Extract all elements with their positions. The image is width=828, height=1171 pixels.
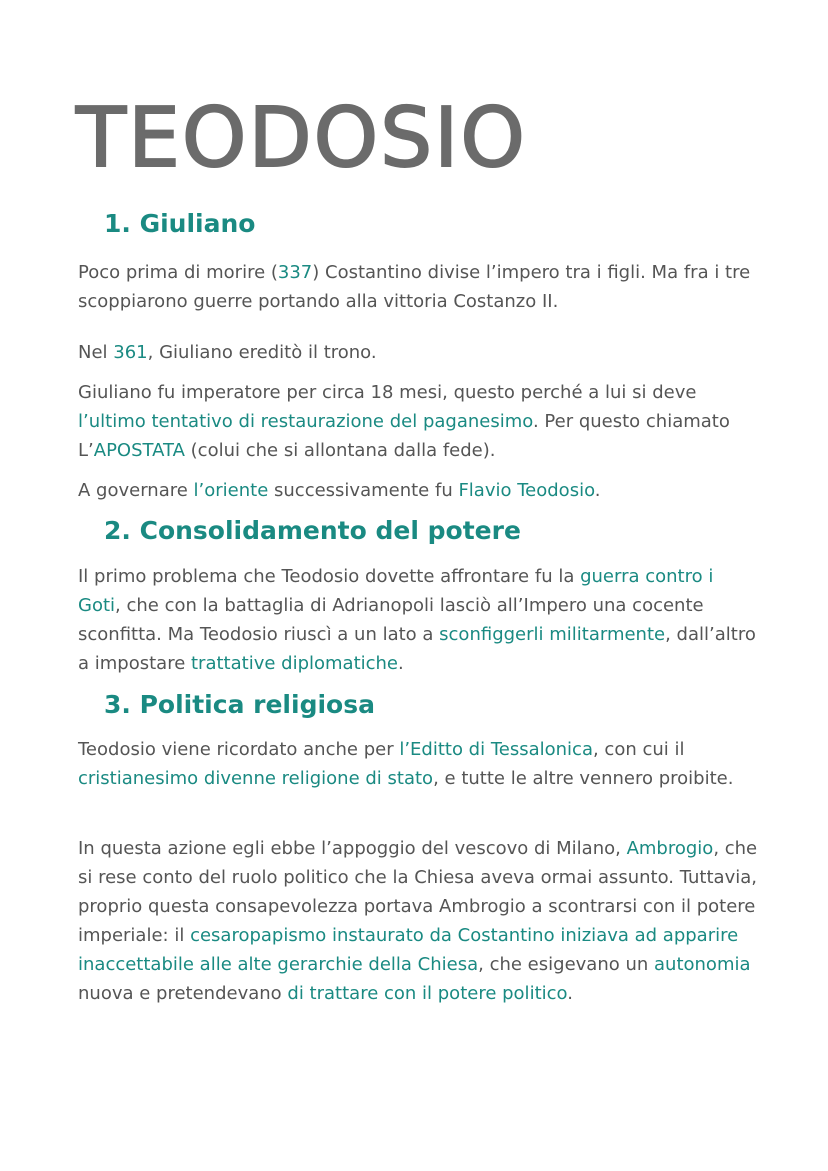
section-heading-giuliano: 1. Giuliano: [104, 209, 256, 238]
section-heading-consolidamento: 2. Consolidamento del potere: [104, 516, 521, 545]
paragraph-ambrogio: In questa azione egli ebbe l’appoggio del vescovo di Milano, Ambrogio, che si rese conto del ruolo politico che la Chiesa aveva ormai assunto. Tuttavia, proprio questa consapevolezza portava Ambrogio a scontrarsi con il potere imperiale: il cesaropapismo instaurato da Costantino iniziava ad apparire inaccettabile alle alte gerarchie della Chiesa, che esigevano un autonomia nuova e pretendevano di trattare con il potere politico.: [78, 838, 758, 1004]
paragraph-editto: Teodosio viene ricordato anche per l’Editto di Tessalonica, con cui il cristianesimo divenne religione di stato, e tutte le altre vennero proibite.: [78, 739, 734, 789]
paragraph-apostata: Giuliano fu imperatore per circa 18 mesi, questo perché a lui si deve l’ultimo tentativo di restaurazione del paganesimo. Per questo chiamato L’APOSTATA (colui che si allontana dalla fede).: [78, 382, 730, 461]
paragraph-goti: Il primo problema che Teodosio dovette affrontare fu la guerra contro i Goti, che con la battaglia di Adrianopoli lasciò all’Impero una cocente sconfitta. Ma Teodosio riuscì a un lato a sconfiggerli militarmente, dall’altro a impostare trattative diplomatiche.: [78, 566, 756, 674]
page-title: TEODOSIO: [76, 91, 527, 186]
section-heading-politica-religiosa: 3. Politica religiosa: [104, 690, 375, 719]
paragraph-costantino: Poco prima di morire (337) Costantino divise l’impero tra i figli. Ma fra i tre scoppiarono guerre portando alla vittoria Costanzo II.: [78, 262, 751, 312]
paragraph-giuliano-trono: Nel 361, Giuliano ereditò il trono.: [78, 342, 377, 363]
paragraph-oriente: A governare l’oriente successivamente fu Flavio Teodosio.: [78, 480, 601, 501]
